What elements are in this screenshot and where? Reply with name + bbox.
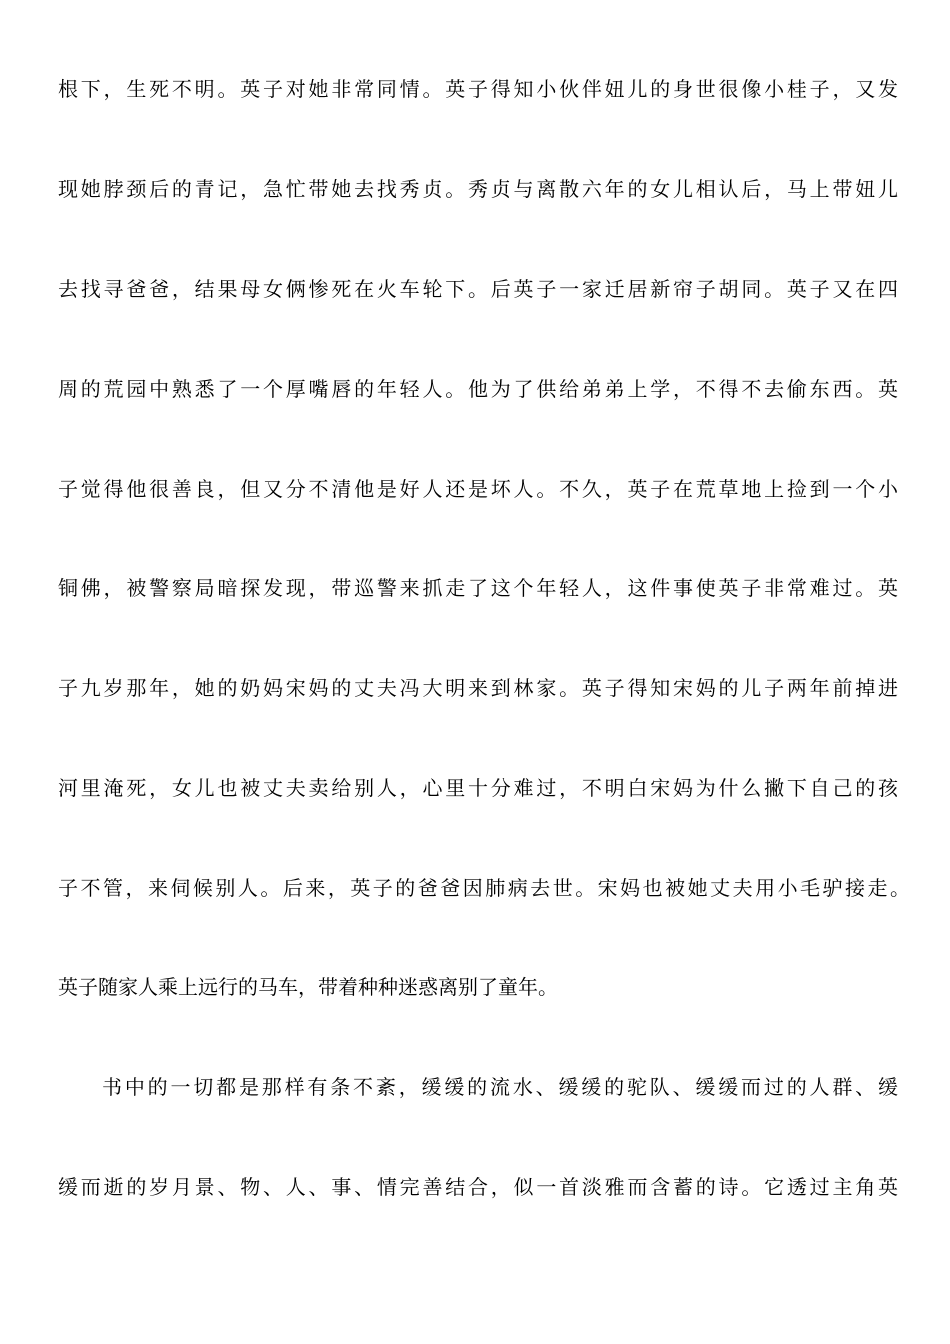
paragraph-2-line-2: 缓而逝的岁月景、物、人、事、情完善结合，似一首淡雅而含蓄的诗。它透过主角英 [58,1175,898,1199]
paragraph-line-6: 铜佛，被警察局暗探发现，带巡警来抓走了这个年轻人，这件事使英子非常难过。英 [58,576,898,600]
paragraph-line-4: 周的荒园中熟悉了一个厚嘴唇的年轻人。他为了供给弟弟上学，不得不去偷东西。英 [58,377,898,401]
paragraph-line-1: 根下，生死不明。英子对她非常同情。英子得知小伙伴妞儿的身世很像小桂子，又发 [58,77,898,101]
paragraph-line-5: 子觉得他很善良，但又分不清他是好人还是坏人。不久，英子在荒草地上捡到一个小 [58,477,898,501]
paragraph-line-8: 河里淹死，女儿也被丈夫卖给别人，心里十分难过，不明白宋妈为什么撇下自己的孩 [58,776,898,800]
paragraph-line-9: 子不管，来伺候别人。后来，英子的爸爸因肺病去世。宋妈也被她丈夫用小毛驴接走。 [58,876,910,900]
paragraph-line-2: 现她脖颈后的青记，急忙带她去找秀贞。秀贞与离散六年的女儿相认后，马上带妞儿 [58,177,898,201]
paragraph-2-line-1: 书中的一切都是那样有条不紊，缓缓的流水、缓缓的驼队、缓缓而过的人群、缓 [102,1075,898,1099]
paragraph-line-10: 英子随家人乘上远行的马车，带着种种迷惑离别了童年。 [58,975,558,999]
paragraph-line-7: 子九岁那年，她的奶妈宋妈的丈夫冯大明来到林家。英子得知宋妈的儿子两年前掉进 [58,676,898,700]
paragraph-line-3: 去找寻爸爸，结果母女俩惨死在火车轮下。后英子一家迁居新帘子胡同。英子又在四 [58,277,898,301]
